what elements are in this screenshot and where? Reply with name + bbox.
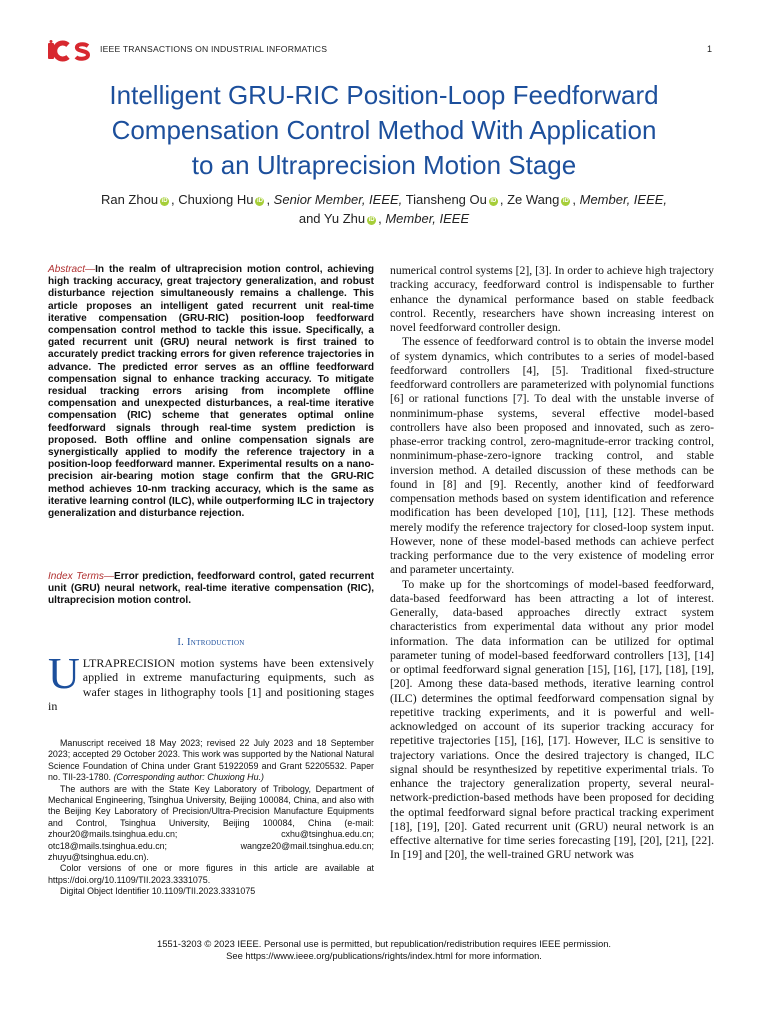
- index-terms: [48, 571, 374, 608]
- orcid-icon[interactable]: iD: [161, 198, 168, 204]
- rights-link[interactable]: See https://www.ieee.org/publications/rights/index.html for more information.: [226, 950, 542, 961]
- section-title: Introduction: [187, 637, 245, 648]
- abstract-text: In the realm of ultraprecision motion control, achieving high tracking accuracy, great trajectory generalization, and robust disturbance rejection simultaneously remains a challenge. This article proposes an intelligent gated recurrent unit real-time iterative compensation (GRU-RIC) position-loop feedforward compensation control method to tackle this issue. Specifically, a gated recurrent unit (GRU) neural network is first trained to accurately predict tracking errors for given reference trajectories in advance. The predicted error serves as an offline feedforward compensation signal to enhance tracking accuracy. To mitigate residual tracking errors arising from incomplete offline compensation and unexpected disturbances, a real-time iterative compensation (RIC) scheme that generates optimal online feedforward signals through real-time system prediction is proposed. Both offline and online compensation signals are synergistically applied to modify the reference trajectory in a position-loop feedforward manner. Experimental results on a nano-precision air-bearing motion stage confirm that the GRU-RIC method achieves 10-nm tracking accuracy, which is the same as iterative learning control (ILC), while outperforming ILC in trajectory generalization and disturbance rejection.: [48, 264, 374, 520]
- footnote-manuscript: Manuscript received 18 May 2023; revised 22 July 2023 and 18 September 2023; accepted 29 October 2023. This work was supported by the National Natural Science Foundation of China under Grant 51922059 and Grant 52205532. Paper no. TII-23-1780. (Corresponding author: Chuxiong Hu.): [48, 738, 374, 783]
- body-paragraph: To make up for the shortcomings of model-based feedforward, data-based feedforward has been attracting a lot of interest. Generally, data-based approaches directly extract system characteristics from experimental data without any prior model information. The data information can be utilized for optimal parameter tuning of model-based feedforward controllers [13], [14] or optimal feedforward signal generation [15], [16], [17], [18], [19], [20]. Among these data-based methods, iterative learning control (ILC) determines the optimal feedforward compensation signal by repetitive tracking experiments, and it is powerful and well-acknowledged on account of its superior tracking accuracy for repetitive trajectories [15], [16], [17]. However, ILC is sensitive to trajectory variations. Once the desired trajectory is changed, ILC signal should be resynthesized by repetitive experimental trials. To enhance the trajectory generalization property, several neural-network-prediction-based methods have been proposed for deciding the optimal feedforward signal before practical tracking experiment [18], [19], [20]. Gated recurrent unit (GRU) neural network is an effective alternative for time series forecasting [19], [20], [21], [22]. In [19] and [20], the well-trained GRU network was: [390, 577, 714, 862]
- author-line-1: Ran Zhou iD , Chuxiong Hu iD , Senior Member, IEEE, Tiansheng Ou iD , Ze Wang iD , Member, IEEE,: [100, 192, 668, 207]
- intro-text: LTRAPRECISION motion systems have been extensively applied in extreme manufacturing equipments, such as wafer stages in lithography tools [1] and positioning stages in: [48, 656, 374, 713]
- author-name: and Yu Zhu: [298, 211, 366, 226]
- abstract: [48, 264, 374, 520]
- intro-paragraph: [48, 649, 374, 713]
- author-name: Ran Zhou: [100, 192, 159, 207]
- author-role: Member, IEEE,: [579, 192, 668, 207]
- title-line-3: to an Ultraprecision Motion Stage: [191, 150, 577, 180]
- author-list: [40, 190, 728, 228]
- copyright-line: 1551-3203 © 2023 IEEE. Personal use is permitted, but republication/redistribution requires IEEE permission.: [156, 938, 612, 949]
- orcid-icon[interactable]: iD: [368, 217, 375, 223]
- footnote: [48, 738, 374, 898]
- body-paragraph: The essence of feedforward control is to obtain the inverse model of system dynamics, which contributes to a series of model-based feedforward controllers [4], [5]. Traditional fixed-structure feedforward controllers are parameterized with polynomial functions [6] or rational functions [7]. To deal with the unstable inverse of nonminimum-phase systems, several effective model-based controllers have also been proposed and innovated, such as zero-phase-error tracking control, zero-magnitude-error tracking control, nonminimum-phase-zero-ignore tracking control, and stable inversion method. A detailed discussion of these methods can be found in [8] and [9]. Recently, another kind of feedforward compensation methods based on system identification and reference modification has been developed [10], [11], [12]. These methods merely modify the reference trajectory for closed-loop system input. However, none of these model-based methods can achieve perfect tracking performance due to the very existence of modeling error and parameter uncertainty.: [390, 335, 714, 577]
- author-role: Senior Member, IEEE,: [273, 192, 403, 207]
- author-role: Member, IEEE: [385, 211, 470, 226]
- title-line-1: Intelligent GRU-RIC Position-Loop Feedforward: [109, 80, 659, 110]
- author-name: Tiansheng Ou: [405, 192, 487, 207]
- footnote-color-versions[interactable]: Color versions of one or more figures in this article are available at https://doi.org/10.1109/TII.2023.3331075.: [48, 863, 374, 885]
- title-line-2: Compensation Control Method With Application: [111, 115, 657, 145]
- orcid-icon[interactable]: iD: [562, 198, 569, 204]
- footnote-doi: Digital Object Identifier 10.1109/TII.2023.3331075: [60, 886, 256, 897]
- section-number: I.: [177, 637, 185, 648]
- right-column: [390, 264, 714, 863]
- section-heading: [48, 637, 374, 648]
- paper-title: [40, 78, 728, 183]
- footnote-affiliation: The authors are with the State Key Laboratory of Tribology, Department of Mechanical Engineering, Tsinghua University, Beijing 100084, China, and also with the Beijing Key Laboratory of Precision/Ultra-Precision Manufacture Equipments and Control, Tsinghua University, Beijing 100084, China (e-mail: zhour20@mails.tsinghua.edu.cn; cxhu@tsinghua.edu.cn; otc18@mails.tsinghua.edu.cn; wangze20@mail.tsinghua.edu.cn; zhuyu@tsinghua.edu.cn).: [48, 783, 374, 863]
- running-header: [48, 40, 712, 62]
- index-terms-text: Error prediction, feedforward control, gated recurrent unit (GRU) neural network, real-time iterative compensation (RIC), ultraprecision motion control.: [48, 571, 374, 607]
- author-name: Ze Wang: [507, 192, 560, 207]
- journal-name: IEEE TRANSACTIONS ON INDUSTRIAL INFORMATICS: [100, 44, 328, 54]
- page-number: 1: [706, 44, 712, 54]
- author-name: Chuxiong Hu: [178, 192, 254, 207]
- author-line-2: and Yu Zhu iD , Member, IEEE: [298, 211, 470, 226]
- ies-logo-icon: [48, 40, 92, 62]
- index-terms-label: Index Terms—: [48, 571, 114, 582]
- drop-cap: U: [48, 649, 80, 698]
- abstract-label: Abstract—: [48, 264, 96, 275]
- copyright-footer: [40, 938, 728, 962]
- body-paragraph: numerical control systems [2], [3]. In order to achieve high trajectory tracking accuracy, feedforward control is indispensable to further enhance the dynamical performance based on stable feedback control. Recently, researchers have shown increasing interest on novel feedforward controller design.: [390, 264, 714, 334]
- orcid-icon[interactable]: iD: [490, 198, 497, 204]
- orcid-icon[interactable]: iD: [256, 198, 263, 204]
